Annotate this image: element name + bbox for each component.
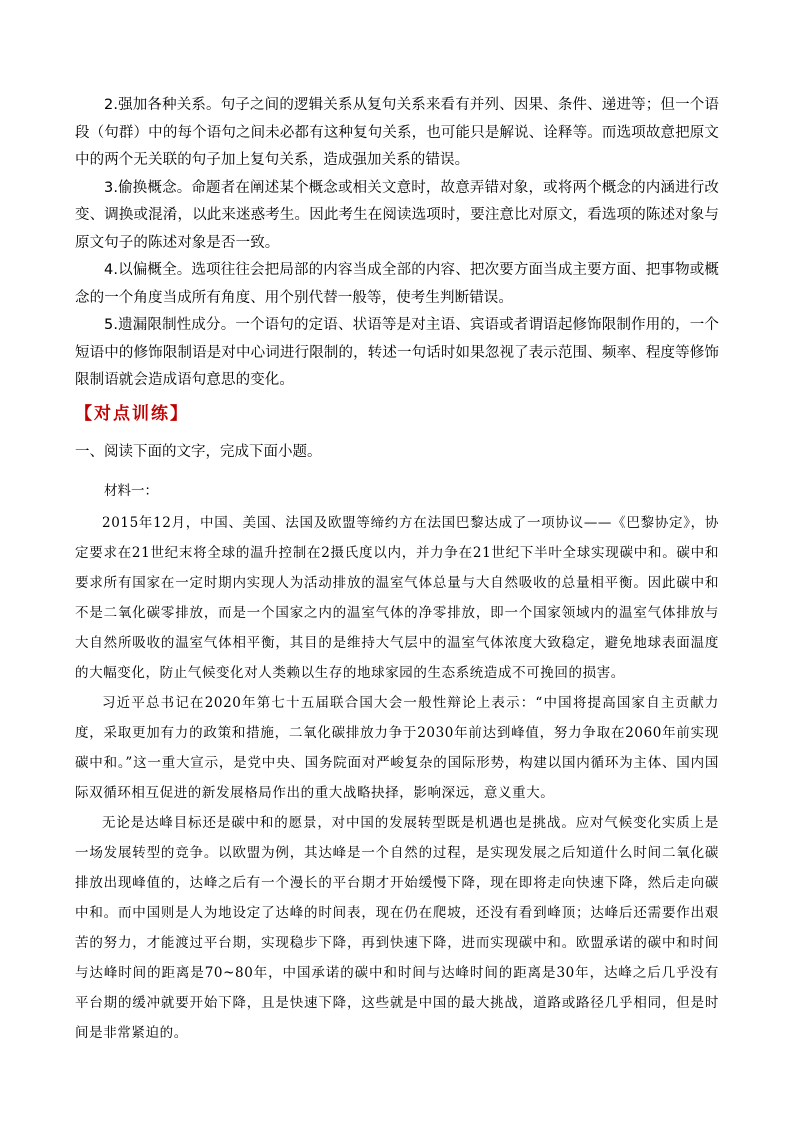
material-paragraph-1: 2015年12月，中国、美国、法国及欧盟等缔约方在法国巴黎达成了一项协议——《巴黎协定》，协定要求在21世纪末将全球的温升控制在2摄氏度以内，并力争在21世纪下半叶全球实现碳中和。碳中和要求所有国家在一定时期内实现人为活动排放的温室气体总量与大自然吸收的总量相平衡。因此碳中和不是二氧化碳零排放，而是一个国家之内的温室气体的净零排放，即一个国家领域内的温室气体排放与大自然所吸收的温室气体相平衡，其目的是维持大气层中的温室气体浓度大致稳定，避免地球表面温度的大幅变化，防止气候变化对人类赖以生存的地球家园的生态系统造成不可挽回的损害。 bbox=[75, 515, 719, 681]
material-paragraph-3: 无论是达峰目标还是碳中和的愿景，对中国的发展转型既是机遇也是挑战。应对气候变化实质上是一场发展转型的竞争。以欧盟为例，其达峰是一个自然的过程，是实现发展之后知道什么时间二氧化碳排放出现峰值的，达峰之后有一个漫长的平台期才开始缓慢下降，现在即将走向快速下降，然后走向碳中和。而中国则是人为地设定了达峰的时间表，现在仍在爬坡，还没有看到峰顶；达峰后还需要作出艰苦的努力，才能渡过平台期，实现稳步下降，再到快速下降，进而实现碳中和。欧盟承诺的碳中和时间与达峰时间的距离是70~80年，中国承诺的碳中和时间与达峰时间的距离是30年，达峰之后几乎没有平台期的缓冲就要开始下降，且是快速下降，这些就是中国的最大挑战，道路或路径几乎相同，但是时间是非常紧迫的。 bbox=[75, 815, 719, 1041]
question-intro: 一、阅读下面的文字，完成下面小题。 bbox=[75, 443, 322, 460]
point-5-paragraph: 5.遗漏限制性成分。一个语句的定语、状语等是对主语、宾语或者谓语起修饰限制作用的，一个短语中的修饰限制语是对中心词进行限制的，转述一句话时如果忽视了表示范围、频率、程度等修饰限制语就会造成语句意思的变化。 bbox=[75, 317, 719, 388]
point-3-paragraph: 3.偷换概念。命题者在阐述某个概念或相关文意时，故意弄错对象，或将两个概念的内涵进行改变、调换或混淆，以此来迷惑考生。因此考生在阅读选项时，要注意比对原文，看选项的陈述对象与原文句子的陈述对象是否一致。 bbox=[75, 179, 719, 251]
material-paragraph-2: 习近平总书记在2020年第七十五届联合国大会一般性辩论上表示：“中国将提高国家自主贡献力度，采取更加有力的政策和措施，二氧化碳排放力争于2030年前达到峰值，努力争取在2060年前实现碳中和。”这一重大宣示，是党中央、国务院面对严峻复杂的国际形势，构建以国内循环为主体、国内国际双循环相互促进的新发展格局作出的重大战略抉择，影响深远，意义重大。 bbox=[75, 695, 719, 801]
point-2-paragraph: 2.强加各种关系。句子之间的逻辑关系从复句关系来看有并列、因果、条件、递进等；但一个语段（句群）中的每个语句之间未必都有这种复句关系，也可能只是解说、诠释等。而选项故意把原文中的两个无关联的句子加上复句关系，造成强加关系的错误。 bbox=[75, 97, 719, 168]
section-heading: 【对点训练】 bbox=[75, 403, 189, 424]
material-label: 材料一： bbox=[104, 483, 158, 499]
point-4-paragraph: 4.以偏概全。选项往往会把局部的内容当成全部的内容、把次要方面当成主要方面、把事物或概念的一个角度当成所有角度、用个别代替一般等，使考生判断错误。 bbox=[75, 262, 719, 306]
